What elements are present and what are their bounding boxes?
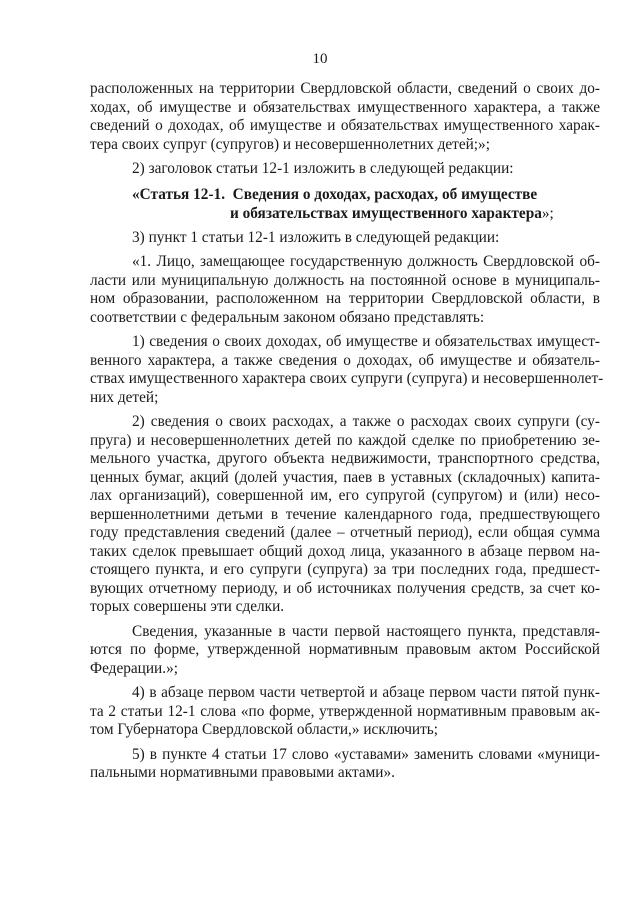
heading-tail: »; [541, 204, 554, 222]
text-line: та 2 статьи 12-1 слова «по форме, утвержденной нормативным правовым ак- [90, 702, 600, 720]
text-line: 3) пункт 1 статьи 12-1 изложить в следующей редакции: [132, 228, 500, 246]
text-line: тера своих супруг (супругов) и несовершеннолетних детей;»; [90, 135, 490, 153]
text-line: пальными нормативными правовыми актами». [90, 764, 395, 781]
text-line: «1. Лицо, замещающее государственную должность Свердловской об- [132, 253, 600, 270]
heading-title-part-2: и обязательствах имущественного характера [230, 204, 542, 222]
text-line: ходах, об имуществе и обязательствах имущественного характера, а также [90, 98, 600, 116]
text-line: 5) в пункте 4 статьи 17 слово «уставами» заменить словами «муници- [132, 745, 600, 763]
text-line: Сведения, указанные в части первой настоящего пункта, представля- [132, 622, 600, 640]
paragraph-subitem-2 [90, 413, 600, 617]
text-line: стоящего пункта, и его супруги (супруга) за три последних года, предшест- [90, 561, 600, 578]
paragraph-item-3 [90, 229, 600, 248]
text-line: лах организаций), совершенной им, его супругой (супругом) и (или) несо- [90, 487, 600, 504]
text-line: ценных бумаг, акций (долей участия, паев в уставных (складочных) капита- [90, 468, 600, 486]
text-line: вующих отчетному периоду, и об источниках получения средств, за счет ко- [90, 579, 600, 597]
text-line: пруга) и несовершеннолетних детей по каждой сделке по приобретению зе- [90, 431, 600, 449]
text-line: вершеннолетними детьми в течение календарного года, предшествующего [90, 505, 600, 523]
text-line: них детей; [90, 388, 159, 406]
heading-title-part-1: Сведения о доходах, расходах, об имуществе [232, 185, 538, 203]
text-line: таких сделок превышает общий доход лица, указанного в абзаце первом на- [90, 542, 600, 560]
paragraph-subitem-1 [90, 333, 604, 407]
text-line: ствах имущественного характера своих супруги (супруга) и несовершеннолет- [90, 370, 604, 387]
text-line: ются по форме, утвержденной нормативным правовым актом Российской [90, 641, 600, 658]
text-line: мельного участка, другого объекта недвижимости, транспортного средства, [90, 450, 600, 467]
heading-line-2 [90, 204, 600, 223]
text-line: году представления сведений (далее – отчетный период), если общая сумма [90, 524, 600, 541]
heading-line-1 [90, 185, 600, 204]
paragraph-form-note [90, 623, 600, 679]
article-heading [90, 185, 600, 223]
paragraph-item-2 [90, 160, 600, 179]
text-line: 1) сведения о своих доходах, об имуществе и обязательствах имущест- [132, 333, 600, 350]
heading-lead: «Статья 12-1. [132, 185, 226, 203]
text-line: сведений о доходах, об имуществе и обязательствах имущественного харак- [90, 117, 600, 134]
text-line: ном образовании, расположенном на территории Свердловской области, в [90, 290, 600, 307]
text-line: том Губернатора Свердловской области,» исключить; [90, 721, 439, 738]
paragraph-item-4 [90, 684, 600, 740]
paragraph-continuation [90, 80, 600, 154]
text-line: расположенных на территории Свердловской области, сведений о своих до- [90, 80, 600, 97]
text-line: соответствии с федеральным законом обязано представлять: [90, 308, 485, 326]
text-line: ласти или муниципальную должность на постоянной основе в муниципаль- [90, 271, 600, 289]
text-line: торых совершены эти сделки. [90, 598, 285, 615]
text-line: Федерации.»; [90, 659, 178, 677]
page-number: 10 [312, 51, 328, 67]
text-line: 2) заголовок статьи 12-1 изложить в следующей редакции: [132, 160, 514, 177]
paragraph-clause-1 [90, 253, 600, 327]
document-body [90, 80, 604, 789]
paragraph-item-5 [90, 746, 600, 783]
text-line: 4) в абзаце первом части четвертой и абзаце первом части пятой пунк- [132, 684, 600, 701]
text-line: 2) сведения о своих расходах, а также о расходах своих супруги (су- [132, 413, 600, 430]
text-line: венного характера, а также сведения о доходах, об имуществе и обязатель- [90, 351, 600, 369]
